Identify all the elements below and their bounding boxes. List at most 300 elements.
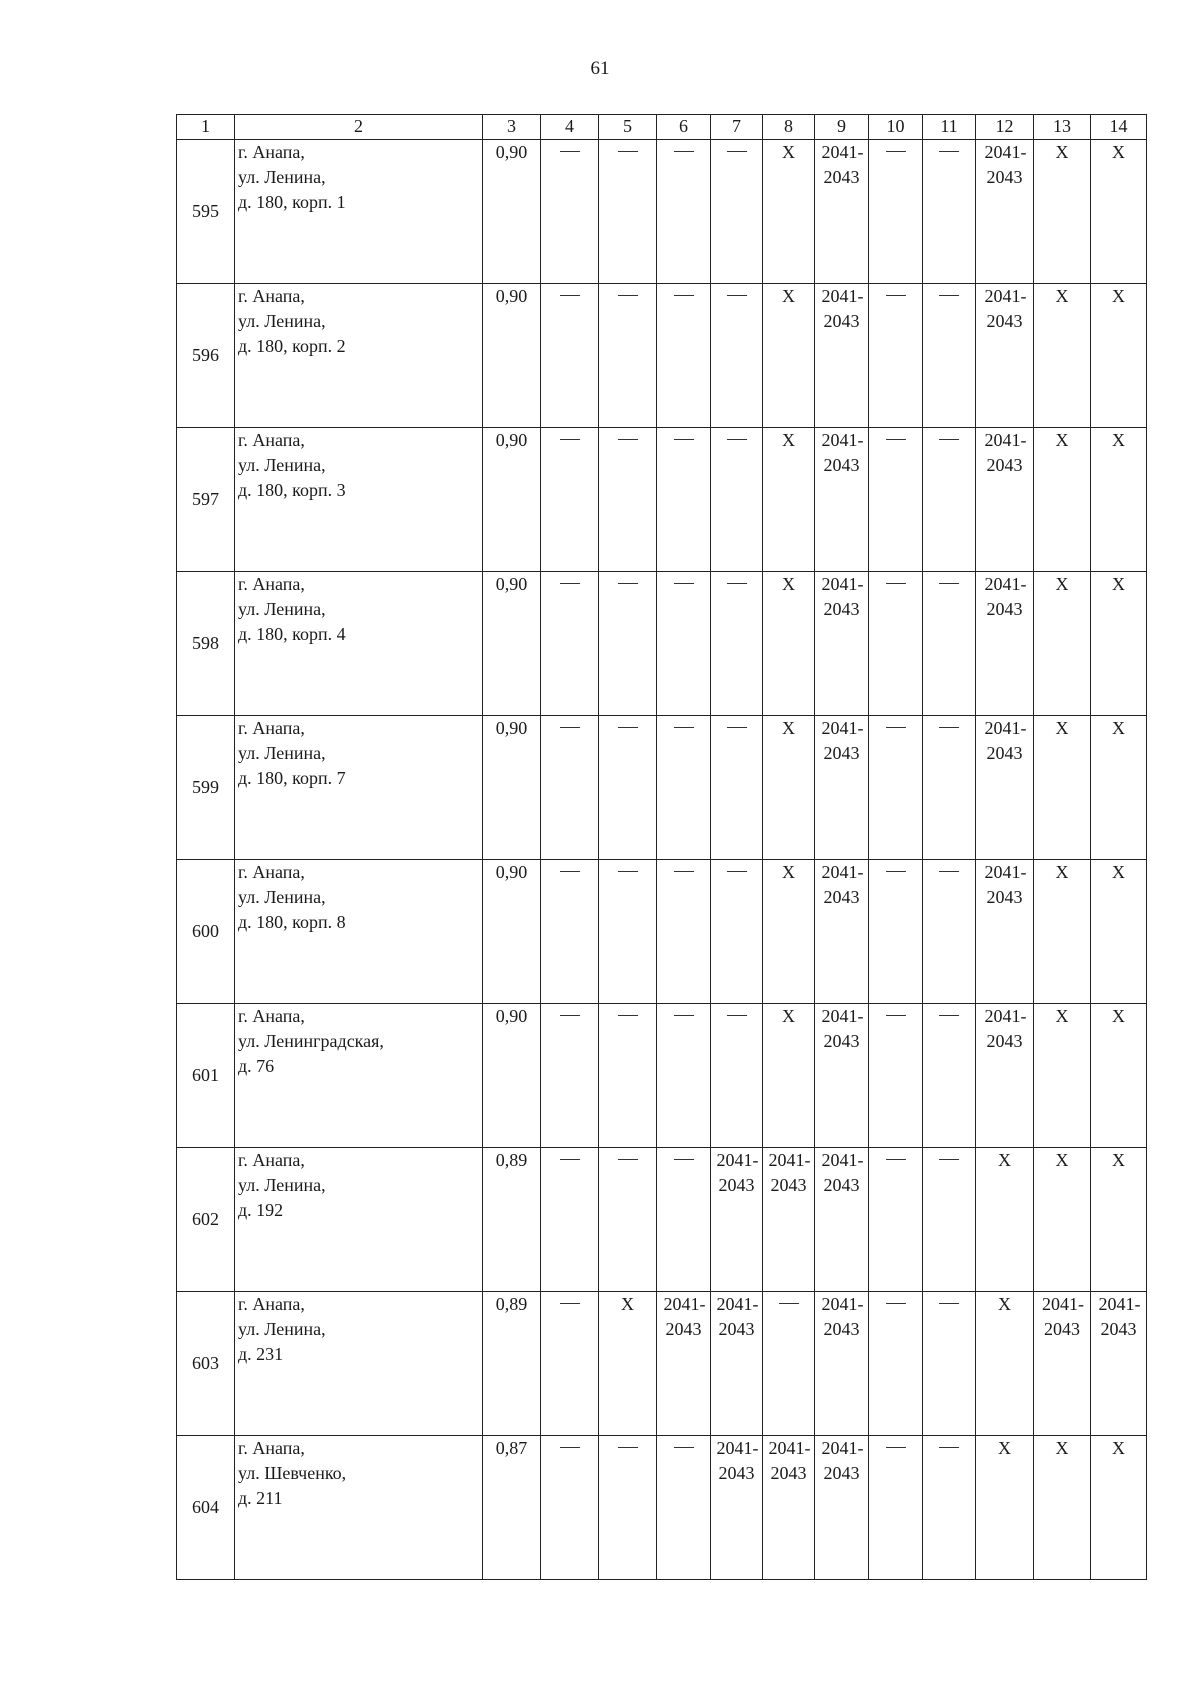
address-line: ул. Ленина, [238,1175,326,1195]
year-range-cell [976,428,1034,572]
dash-mark [674,871,694,872]
x-mark-cell [763,572,815,716]
x-mark-cell [763,860,815,1004]
year-start: 2041- [984,862,1027,882]
year-start: 2041- [984,142,1027,162]
table-row [177,284,1147,428]
dash-cell [869,284,923,428]
year-range-cell [976,284,1034,428]
x-mark-cell [1034,284,1091,428]
coefficient-cell: 0,90 [483,140,541,284]
address-line: ул. Ленина, [238,167,326,187]
dash-cell [599,572,657,716]
dash-mark [674,1447,694,1448]
dash-cell [923,572,976,716]
year-end: 2043 [823,1463,860,1483]
dash-cell [923,284,976,428]
year-end: 2043 [665,1319,702,1339]
address-line: г. Анапа, [238,1006,305,1026]
dash-cell [763,1292,815,1436]
year-range-cell [1034,1292,1091,1436]
x-mark: X [1055,862,1069,882]
x-mark-cell [1034,1148,1091,1292]
x-mark: X [1055,1438,1069,1458]
address-line: г. Анапа, [238,574,305,594]
year-end: 2043 [823,1175,860,1195]
dash-cell [657,716,711,860]
year-range-cell [815,140,869,284]
year-range-cell [976,860,1034,1004]
year-range-cell [711,1148,763,1292]
year-start: 2041- [821,1294,864,1314]
dash-mark [618,1447,638,1448]
x-mark: X [782,1006,795,1026]
dash-mark [727,871,747,872]
address-cell [235,572,483,716]
dash-mark [560,295,580,296]
year-range-cell [976,140,1034,284]
dash-mark [674,1159,694,1160]
year-end: 2043 [986,599,1023,619]
dash-mark [727,295,747,296]
address-line: г. Анапа, [238,286,305,306]
dash-cell [923,428,976,572]
address-line: д. 180, корп. 3 [238,480,346,500]
address-cell [235,428,483,572]
year-end: 2043 [823,599,860,619]
x-mark: X [1055,286,1069,306]
table-row [177,1004,1147,1148]
address-line: д. 231 [238,1344,284,1364]
dash-mark [939,583,959,584]
dash-mark [674,727,694,728]
year-start: 2041- [821,718,864,738]
dash-cell [599,284,657,428]
row-number: 602 [177,1148,235,1292]
dash-mark [560,1447,580,1448]
address-line: ул. Ленина, [238,743,326,763]
dash-cell [711,284,763,428]
column-header: 12 [976,115,1034,140]
address-line: д. 211 [238,1488,283,1508]
x-mark: X [1055,1150,1069,1170]
year-range-cell [815,716,869,860]
dash-mark [779,1303,799,1304]
address-cell [235,716,483,860]
dash-mark [618,1159,638,1160]
dash-cell [541,428,599,572]
dash-cell [541,860,599,1004]
dash-mark [618,871,638,872]
x-mark-cell [599,1292,657,1436]
dash-mark [939,151,959,152]
dash-mark [618,151,638,152]
dash-mark [674,1015,694,1016]
year-end: 2043 [770,1463,807,1483]
address-line: ул. Ленина, [238,599,326,619]
address-cell [235,1292,483,1436]
address-line: ул. Шевченко, [238,1463,347,1483]
year-start: 2041- [716,1150,759,1170]
dash-cell [541,716,599,860]
year-range-cell [763,1148,815,1292]
dash-mark [560,871,580,872]
year-end: 2043 [986,1031,1023,1051]
coefficient-cell: 0,89 [483,1148,541,1292]
year-start: 2041- [716,1294,759,1314]
address-cell [235,860,483,1004]
x-mark: X [1055,142,1069,162]
coefficient-cell: 0,90 [483,284,541,428]
x-mark: X [1112,1438,1125,1458]
address-line: г. Анапа, [238,1294,305,1314]
address-line: г. Анапа, [238,142,305,162]
dash-mark [618,439,638,440]
coefficient-cell: 0,87 [483,1436,541,1580]
dash-cell [869,572,923,716]
x-mark: X [621,1294,634,1314]
dash-cell [711,1004,763,1148]
year-range-cell [815,1148,869,1292]
coefficient-cell: 0,89 [483,1292,541,1436]
address-line: г. Анапа, [238,430,305,450]
dash-cell [869,1436,923,1580]
x-mark: X [998,1150,1011,1170]
year-end: 2043 [718,1463,755,1483]
x-mark: X [782,718,795,738]
x-mark-cell [976,1292,1034,1436]
column-header: 1 [177,115,235,140]
dash-mark [618,295,638,296]
x-mark: X [1112,286,1125,306]
x-mark-cell [1034,1004,1091,1148]
dash-mark [727,151,747,152]
year-start: 2041- [821,142,864,162]
table-row [177,1292,1147,1436]
column-header: 3 [483,115,541,140]
address-line: д. 180, корп. 1 [238,192,346,212]
dash-cell [599,1436,657,1580]
year-range-cell [711,1436,763,1580]
x-mark-cell [1091,284,1147,428]
x-mark-cell [1091,716,1147,860]
dash-cell [869,1148,923,1292]
dash-cell [599,140,657,284]
dash-cell [869,140,923,284]
dash-mark [939,727,959,728]
year-end: 2043 [1100,1319,1137,1339]
year-end: 2043 [718,1175,755,1195]
dash-cell [657,428,711,572]
year-range-cell [815,1436,869,1580]
year-start: 2041- [1098,1294,1141,1314]
x-mark: X [1112,430,1125,450]
dash-mark [618,583,638,584]
x-mark-cell [1034,428,1091,572]
dash-cell [923,1436,976,1580]
row-number: 596 [177,284,235,428]
address-cell [235,1004,483,1148]
dash-mark [886,727,906,728]
year-end: 2043 [823,167,860,187]
dash-cell [711,716,763,860]
year-start: 2041- [821,1006,864,1026]
coefficient-cell: 0,90 [483,1004,541,1148]
x-mark-cell [1091,860,1147,1004]
address-line: ул. Ленина, [238,311,326,331]
year-start: 2041- [716,1438,759,1458]
year-end: 2043 [823,311,860,331]
x-mark-cell [1034,860,1091,1004]
year-start: 2041- [821,1438,864,1458]
year-end: 2043 [1044,1319,1080,1339]
dash-mark [886,871,906,872]
dash-mark [886,151,906,152]
dash-mark [618,727,638,728]
year-start: 2041- [984,574,1027,594]
dash-mark [727,583,747,584]
dash-mark [674,151,694,152]
dash-cell [599,860,657,1004]
dash-mark [939,871,959,872]
x-mark: X [782,286,795,306]
x-mark-cell [763,428,815,572]
dash-mark [560,1159,580,1160]
dash-cell [541,284,599,428]
x-mark: X [1112,574,1125,594]
column-header: 7 [711,115,763,140]
dash-cell [657,572,711,716]
coefficient-cell: 0,90 [483,428,541,572]
address-line: д. 180, корп. 8 [238,912,346,932]
dash-mark [886,583,906,584]
row-number: 603 [177,1292,235,1436]
table-row [177,140,1147,284]
row-number: 597 [177,428,235,572]
year-end: 2043 [823,887,860,907]
address-cell [235,140,483,284]
dash-cell [869,428,923,572]
register-table [176,114,1147,1580]
year-range-cell [1091,1292,1147,1436]
address-cell [235,284,483,428]
dash-cell [599,1004,657,1148]
column-header: 2 [235,115,483,140]
x-mark: X [1112,718,1125,738]
year-end: 2043 [986,743,1023,763]
dash-cell [711,860,763,1004]
address-line: д. 180, корп. 7 [238,768,346,788]
x-mark-cell [763,284,815,428]
column-header: 10 [869,115,923,140]
table-row [177,572,1147,716]
year-range-cell [815,860,869,1004]
dash-cell [923,716,976,860]
table-row [177,860,1147,1004]
x-mark-cell [1034,716,1091,860]
x-mark: X [1112,142,1125,162]
year-end: 2043 [986,311,1023,331]
dash-cell [869,716,923,860]
year-start: 2041- [984,718,1027,738]
year-range-cell [976,716,1034,860]
dash-cell [657,860,711,1004]
year-start: 2041- [821,430,864,450]
dash-mark [674,439,694,440]
x-mark: X [998,1438,1011,1458]
year-range-cell [815,1004,869,1148]
x-mark: X [782,142,795,162]
year-start: 2041- [984,1006,1027,1026]
x-mark: X [782,862,795,882]
dash-cell [657,1148,711,1292]
year-end: 2043 [823,455,860,475]
address-line: ул. Ленина, [238,1319,326,1339]
dash-mark [939,295,959,296]
year-range-cell [815,572,869,716]
dash-mark [727,727,747,728]
year-range-cell [976,1004,1034,1148]
x-mark: X [782,430,795,450]
dash-cell [923,1148,976,1292]
register-body [177,140,1147,1580]
x-mark-cell [976,1148,1034,1292]
x-mark-cell [1091,428,1147,572]
year-start: 2041- [984,286,1027,306]
x-mark-cell [976,1436,1034,1580]
column-header: 14 [1091,115,1147,140]
x-mark-cell [1034,1436,1091,1580]
dash-cell [923,1292,976,1436]
year-start: 2041- [984,430,1027,450]
address-line: д. 180, корп. 4 [238,624,346,644]
dash-cell [657,1436,711,1580]
address-line: д. 180, корп. 2 [238,336,346,356]
dash-mark [939,1015,959,1016]
x-mark-cell [1091,572,1147,716]
year-end: 2043 [986,455,1023,475]
row-number: 600 [177,860,235,1004]
x-mark-cell [1091,1004,1147,1148]
dash-cell [711,572,763,716]
table-row [177,428,1147,572]
address-line: г. Анапа, [238,1438,305,1458]
dash-cell [923,860,976,1004]
dash-mark [886,1447,906,1448]
dash-cell [869,1004,923,1148]
column-header: 5 [599,115,657,140]
dash-mark [674,295,694,296]
dash-cell [599,1148,657,1292]
x-mark-cell [763,1004,815,1148]
address-line: г. Анапа, [238,718,305,738]
row-number: 599 [177,716,235,860]
dash-cell [711,428,763,572]
column-number-row [177,115,1147,140]
dash-cell [541,1436,599,1580]
dash-mark [886,1303,906,1304]
year-start: 2041- [768,1438,811,1458]
coefficient-cell: 0,90 [483,572,541,716]
year-end: 2043 [823,1031,860,1051]
x-mark-cell [1034,140,1091,284]
dash-cell [657,140,711,284]
year-start: 2041- [821,286,864,306]
x-mark: X [998,1294,1011,1314]
year-start: 2041- [821,1150,864,1170]
dash-mark [560,151,580,152]
dash-mark [939,1303,959,1304]
table-row [177,716,1147,860]
year-end: 2043 [770,1175,807,1195]
year-range-cell [657,1292,711,1436]
dash-cell [541,1004,599,1148]
dash-mark [939,439,959,440]
x-mark: X [1055,574,1069,594]
dash-mark [886,1015,906,1016]
dash-cell [923,1004,976,1148]
x-mark: X [1112,862,1125,882]
column-header: 8 [763,115,815,140]
year-end: 2043 [986,887,1023,907]
dash-cell [869,1292,923,1436]
table-row [177,1436,1147,1580]
row-number: 604 [177,1436,235,1580]
page-number: 61 [590,58,610,79]
address-cell [235,1148,483,1292]
dash-mark [939,1447,959,1448]
x-mark: X [1055,718,1069,738]
x-mark: X [1055,430,1069,450]
year-start: 2041- [768,1150,811,1170]
coefficient-cell: 0,90 [483,860,541,1004]
address-cell [235,1436,483,1580]
address-line: ул. Ленина, [238,887,326,907]
dash-mark [939,1159,959,1160]
address-line: д. 76 [238,1056,275,1076]
x-mark-cell [1091,1148,1147,1292]
x-mark-cell [1091,1436,1147,1580]
column-header: 9 [815,115,869,140]
year-end: 2043 [823,743,860,763]
dash-mark [727,439,747,440]
dash-cell [657,284,711,428]
dash-mark [886,1159,906,1160]
dash-mark [560,1303,580,1304]
dash-cell [541,1148,599,1292]
dash-mark [560,1015,580,1016]
x-mark: X [782,574,795,594]
x-mark-cell [1091,140,1147,284]
dash-mark [674,583,694,584]
address-line: г. Анапа, [238,1150,305,1170]
dash-mark [618,1015,638,1016]
year-range-cell [763,1436,815,1580]
address-line: ул. Ленина, [238,455,326,475]
dash-cell [711,140,763,284]
year-range-cell [815,428,869,572]
year-range-cell [976,572,1034,716]
row-number: 598 [177,572,235,716]
address-line: ул. Ленинградская, [238,1031,384,1051]
x-mark-cell [763,716,815,860]
x-mark-cell [1034,572,1091,716]
column-header: 4 [541,115,599,140]
coefficient-cell: 0,90 [483,716,541,860]
row-number: 601 [177,1004,235,1148]
x-mark-cell [763,140,815,284]
dash-cell [541,572,599,716]
